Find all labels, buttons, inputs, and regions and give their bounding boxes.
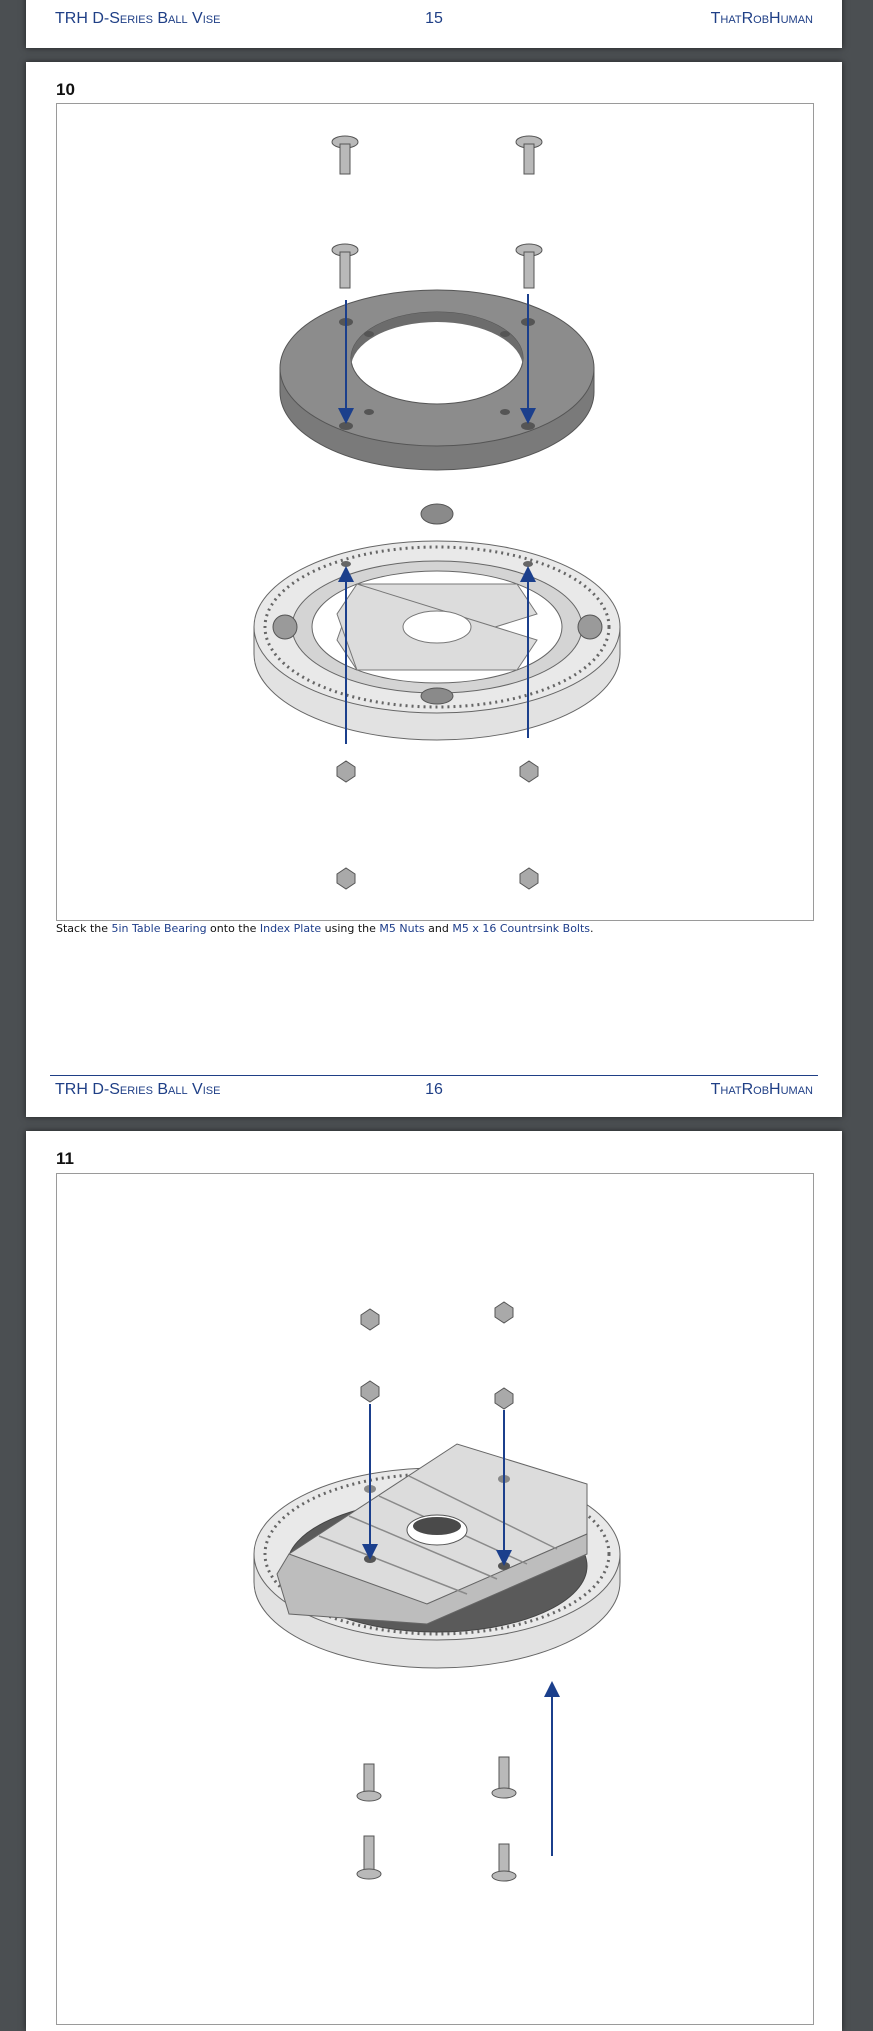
brand-name: ThatRobHuman [710, 10, 813, 27]
brand-name: ThatRobHuman [710, 1081, 813, 1098]
page-header [55, 10, 813, 30]
step-illustration [56, 103, 814, 921]
caption-text: and [424, 922, 453, 935]
table-bearing [254, 504, 620, 740]
step-number: 11 [56, 1149, 74, 1168]
index-plate [280, 290, 594, 470]
doc-title: TRH D-Series Ball Vise [55, 10, 221, 27]
page-16 [26, 62, 842, 1117]
page-footer [55, 1081, 813, 1101]
step-number: 10 [56, 80, 75, 99]
caption-text: onto the [206, 922, 260, 935]
footer-rule [50, 1075, 818, 1076]
countersink-bolt [357, 1757, 516, 1881]
caption-text: Stack the [56, 922, 112, 935]
caption-text: using the [321, 922, 380, 935]
assembly-diagram-step-10 [57, 104, 813, 920]
m5-nut [361, 1302, 513, 1409]
link-table-bearing[interactable]: 5in Table Bearing [111, 922, 207, 935]
assembly-diagram-step-11 [57, 1174, 813, 2024]
page-15 [26, 0, 842, 48]
countersink-bolt [332, 136, 542, 288]
doc-title: TRH D-Series Ball Vise [55, 1081, 221, 1098]
page-17 [26, 1131, 842, 2031]
step-illustration [56, 1173, 814, 2025]
caption-text: . [590, 922, 594, 935]
link-countersink-bolts[interactable]: M5 x 16 Countrsink Bolts [452, 922, 591, 935]
page-number: 15 [425, 10, 443, 27]
page-number: 16 [425, 1081, 443, 1098]
link-index-plate[interactable]: Index Plate [259, 922, 322, 935]
link-m5-nuts[interactable]: M5 Nuts [379, 922, 425, 935]
m5-nut [337, 761, 538, 889]
step-caption [56, 922, 594, 935]
